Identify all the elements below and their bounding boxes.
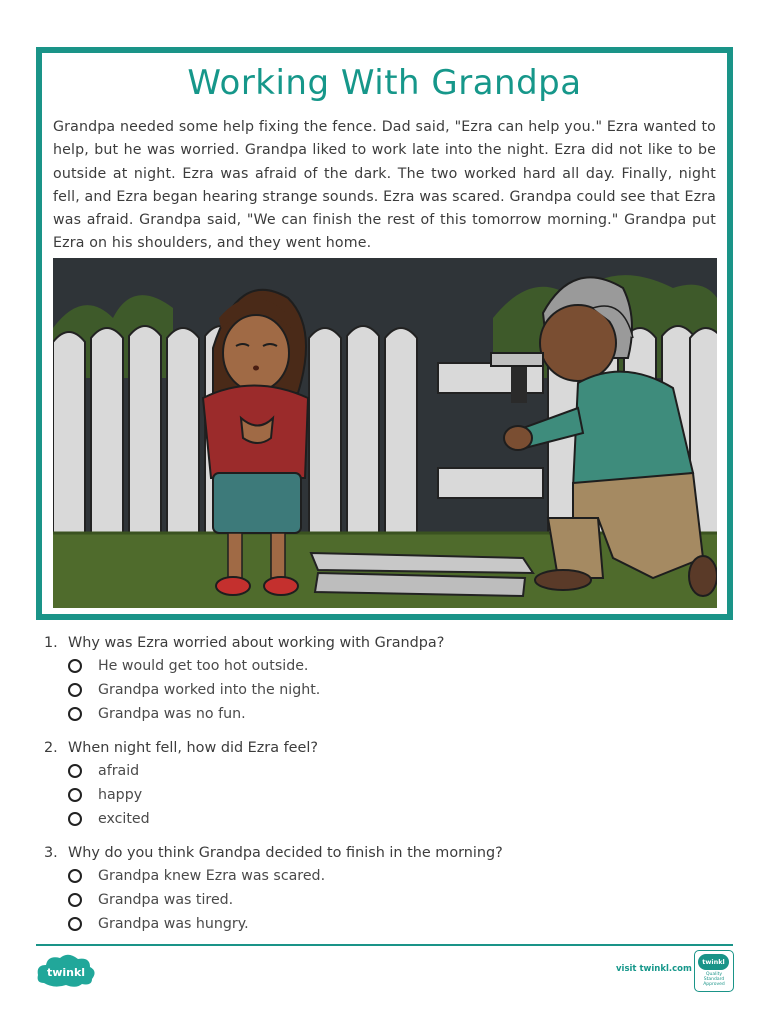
fence-rail-bottom bbox=[438, 468, 543, 498]
fence-post bbox=[385, 328, 417, 543]
option-label: Grandpa was hungry. bbox=[98, 916, 249, 932]
badge-caption: Quality Standard Approved bbox=[703, 972, 725, 987]
question-stem bbox=[44, 737, 724, 759]
logo-graphic bbox=[36, 953, 96, 989]
question-list bbox=[44, 632, 724, 947]
question-text: Why do you think Grandpa decided to finish in the morning? bbox=[68, 845, 503, 861]
question-2 bbox=[44, 737, 724, 831]
answer-options bbox=[68, 654, 724, 726]
story-text: Grandpa needed some help fixing the fence. Dad said, "Ezra can help you." Ezra wanted to help, but he was worried. Grandpa liked to work late into the night. Ezra did not like to be outside at night. Ezra was afraid of the dark. The two worked hard all day. Finally, night fell, and Ezra began hearing strange sounds. Ezra was scared. Grandpa could see that Ezra was afraid. Grandpa said, "We can finish the rest of this tomorrow morning." Grandpa put Ezra on his shoulders, and they went home. bbox=[53, 119, 716, 252]
option-label: happy bbox=[98, 787, 143, 803]
question-text: When night fell, how did Ezra feel? bbox=[68, 740, 319, 756]
answer-option[interactable] bbox=[68, 888, 724, 912]
radio-circle-icon[interactable] bbox=[68, 869, 82, 883]
badge-header bbox=[698, 954, 729, 970]
answer-option[interactable] bbox=[68, 864, 724, 888]
fence-post bbox=[309, 328, 341, 543]
question-number: 1. bbox=[44, 635, 58, 651]
fence-post bbox=[167, 328, 199, 543]
option-label: Grandpa was no fun. bbox=[98, 706, 246, 722]
question-stem bbox=[44, 842, 724, 864]
question-number: 3. bbox=[44, 845, 58, 861]
answer-option[interactable] bbox=[68, 654, 724, 678]
answer-option[interactable] bbox=[68, 807, 724, 831]
footer-divider bbox=[36, 944, 733, 946]
quality-standard-badge-icon bbox=[694, 950, 734, 992]
fence-post bbox=[91, 328, 123, 543]
question-1 bbox=[44, 632, 724, 726]
visit-link[interactable]: visit twinkl.com bbox=[616, 964, 692, 974]
answer-option[interactable] bbox=[68, 678, 724, 702]
illustration-svg bbox=[53, 258, 717, 608]
radio-circle-icon[interactable] bbox=[68, 683, 82, 697]
question-stem bbox=[44, 632, 724, 654]
answer-option[interactable] bbox=[68, 912, 724, 936]
option-label: afraid bbox=[98, 763, 140, 779]
option-label: excited bbox=[98, 811, 150, 827]
option-label: Grandpa worked into the night. bbox=[98, 682, 321, 698]
radio-circle-icon[interactable] bbox=[68, 764, 82, 778]
option-label: He would get too hot outside. bbox=[98, 658, 309, 674]
answer-option[interactable] bbox=[68, 702, 724, 726]
logo-text: twinkl bbox=[46, 966, 86, 979]
option-label: Grandpa was tired. bbox=[98, 892, 234, 908]
question-3 bbox=[44, 842, 724, 936]
fence-rail-top bbox=[438, 363, 543, 393]
fence-post bbox=[53, 332, 85, 543]
badge-header-text: twinkl bbox=[702, 958, 725, 966]
radio-circle-icon[interactable] bbox=[68, 707, 82, 721]
twinkl-cloud-logo[interactable] bbox=[36, 953, 96, 989]
option-label: Grandpa knew Ezra was scared. bbox=[98, 868, 326, 884]
answer-option[interactable] bbox=[68, 759, 724, 783]
page-title: Working With Grandpa bbox=[187, 63, 582, 103]
question-text: Why was Ezra worried about working with Grandpa? bbox=[68, 635, 445, 651]
radio-circle-icon[interactable] bbox=[68, 659, 82, 673]
answer-options bbox=[68, 864, 724, 936]
radio-circle-icon[interactable] bbox=[68, 917, 82, 931]
fence-post bbox=[347, 326, 379, 543]
story-frame bbox=[36, 47, 733, 620]
radio-circle-icon[interactable] bbox=[68, 812, 82, 826]
answer-option[interactable] bbox=[68, 783, 724, 807]
radio-circle-icon[interactable] bbox=[68, 788, 82, 802]
answer-options bbox=[68, 759, 724, 831]
radio-circle-icon[interactable] bbox=[68, 893, 82, 907]
story-illustration bbox=[53, 258, 717, 608]
question-number: 2. bbox=[44, 740, 58, 756]
fence-post bbox=[129, 326, 161, 543]
